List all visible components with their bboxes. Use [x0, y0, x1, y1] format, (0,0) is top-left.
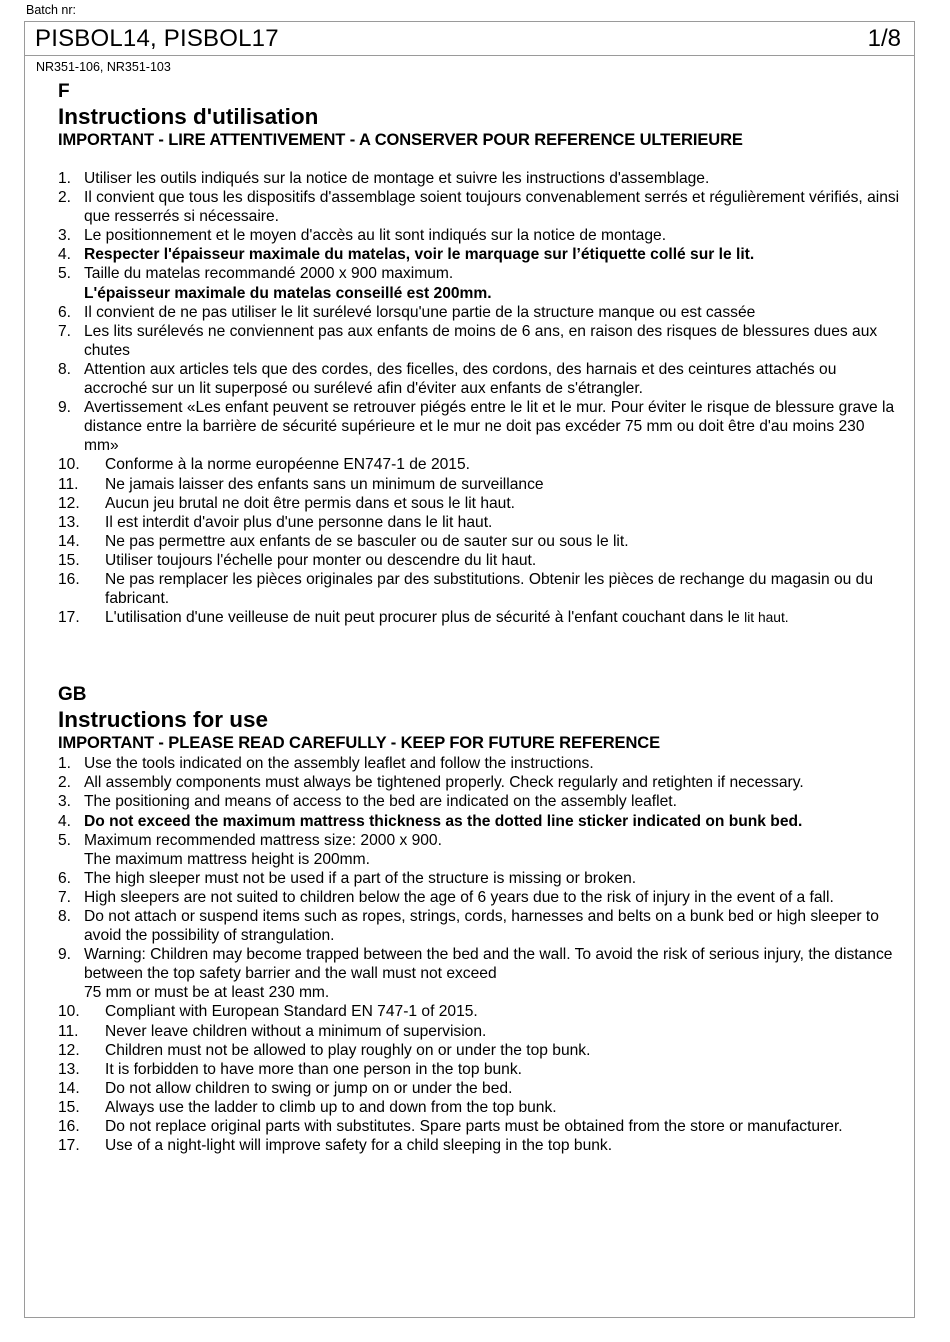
- instruction-item-subline: 75 mm or must be at least 230 mm.: [84, 984, 330, 1002]
- instruction-item-text: Do not allow children to swing or jump on or under the bed.: [105, 1079, 513, 1097]
- instruction-item: [58, 792, 903, 811]
- instruction-item-text: Do not exceed the maximum mattress thickness as the dotted line sticker indicated on bunk bed.: [84, 812, 803, 830]
- instruction-item: [58, 570, 903, 608]
- list-spacer: [58, 151, 903, 169]
- instruction-item-number: 12.: [58, 1041, 80, 1059]
- instruction-item-text: Il convient que tous les dispositifs d'assemblage soient toujours convenablement serrés et régulièrement vérifiés, ainsi que resserrés si nécessaire.: [84, 189, 900, 226]
- instruction-item-text: Warning: Children may become trapped between the bed and the wall. To avoid the risk of serious injury, the distance between the top safety barrier and the wall must not exceed: [84, 946, 893, 983]
- article-reference-codes: NR351-106, NR351-103: [36, 60, 171, 74]
- title-header-box: [24, 21, 915, 56]
- instruction-item-subline: The maximum mattress height is 200mm.: [84, 850, 370, 868]
- instruction-list: [58, 169, 903, 627]
- instruction-item: [58, 188, 903, 226]
- instruction-item-number: 14.: [58, 532, 80, 550]
- instruction-list: [58, 754, 903, 1155]
- instruction-item-number: 3.: [58, 793, 72, 811]
- instruction-item-number: 6.: [58, 869, 72, 887]
- batch-number-label: Batch nr:: [26, 3, 77, 17]
- instruction-item-number: 11.: [58, 1022, 79, 1040]
- instruction-item: [58, 475, 903, 494]
- instruction-item-text: Les lits surélevés ne conviennent pas aux enfants de moins de 6 ans, en raison des risques de blessures dues aux chutes: [84, 322, 878, 359]
- instruction-item-text: Compliant with European Standard EN 747-1 of 2015.: [105, 1003, 478, 1021]
- instruction-item-text-tail: lit haut.: [744, 610, 789, 626]
- instruction-item-text: Ne jamais laisser des enfants sans un minimum de surveillance: [105, 475, 544, 493]
- instruction-item-number: 4.: [58, 812, 72, 830]
- instruction-item: [58, 1079, 903, 1098]
- instruction-item-text: Attention aux articles tels que des cordes, des ficelles, des cordons, des harnais et des ceintures attachés ou accroché sur un lit superposé ou surélevé afin d'éviter aux enfants de s'étrangler.: [84, 360, 837, 398]
- section-title: Instructions d'utilisation: [58, 104, 319, 129]
- instruction-item-text: It is forbidden to have more than one person in the top bunk.: [105, 1060, 522, 1078]
- instruction-item-number: 17.: [58, 609, 80, 627]
- instruction-item-text: The high sleeper must not be used if a part of the structure is missing or broken.: [84, 869, 637, 887]
- instruction-item-text: Respecter l'épaisseur maximale du matelas, voir le marquage sur l’étiquette collé sur le lit.: [84, 246, 755, 264]
- instruction-item-number: 17.: [58, 1137, 80, 1155]
- instruction-item-number: 11.: [58, 475, 79, 493]
- instruction-item-number: 2.: [58, 774, 72, 792]
- instruction-item-number: 7.: [58, 888, 72, 906]
- instruction-item-text: Do not attach or suspend items such as ropes, strings, cords, harnesses and belts on a bunk bed or high sleeper to avoid the possibility of strangulation.: [84, 908, 879, 945]
- instruction-item: [58, 303, 903, 322]
- instruction-item: [58, 773, 903, 792]
- instruction-item: [58, 1136, 903, 1155]
- instruction-item-number: 6.: [58, 303, 72, 321]
- instruction-item-text: Use of a night-light will improve safety for a child sleeping in the top bunk.: [105, 1137, 613, 1155]
- instruction-item: [58, 169, 903, 188]
- instruction-item-number: 5.: [58, 265, 72, 283]
- instruction-item-text: Children must not be allowed to play roughly on or under the top bunk.: [105, 1041, 591, 1059]
- instruction-item-number: 15.: [58, 1098, 80, 1116]
- instruction-item-number: 16.: [58, 1118, 80, 1136]
- instruction-item: [58, 831, 903, 869]
- instruction-item-text: Use the tools indicated on the assembly leaflet and follow the instructions.: [84, 755, 594, 773]
- instruction-item-number: 13.: [58, 513, 80, 531]
- instruction-item-text: L'utilisation d'une veilleuse de nuit peut procurer plus de sécurité à l'enfant couchant dans le lit haut.: [105, 609, 789, 627]
- instruction-item-text: All assembly components must always be tightened properly. Check regularly and retighten if necessary.: [84, 774, 804, 792]
- instruction-item-text: Il est interdit d'avoir plus d'une personne dans le lit haut.: [105, 513, 493, 531]
- instruction-item-number: 16.: [58, 570, 80, 588]
- language-code-f: F: [58, 81, 70, 102]
- instructions-body: [58, 80, 903, 1155]
- instruction-item-number: 3.: [58, 227, 72, 245]
- instruction-item: [58, 322, 903, 360]
- instruction-item-text: Ne pas permettre aux enfants de se basculer ou de sauter sur ou sous le lit.: [105, 532, 629, 550]
- instruction-item: [58, 398, 903, 455]
- instruction-item-number: 9.: [58, 399, 72, 417]
- instruction-item: [58, 888, 903, 907]
- important-notice: IMPORTANT - LIRE ATTENTIVEMENT - A CONSERVER POUR REFERENCE ULTERIEURE: [58, 131, 743, 149]
- instruction-item: [58, 1022, 903, 1041]
- instruction-item: [58, 551, 903, 570]
- instruction-item-text: High sleepers are not suited to children below the age of 6 years due to the risk of injury in the event of a fall.: [84, 888, 834, 906]
- instruction-item-text: Maximum recommended mattress size: 2000 x 900.: [84, 831, 442, 849]
- instruction-item-text: The positioning and means of access to the bed are indicated on the assembly leaflet.: [84, 793, 677, 811]
- instruction-item: [58, 945, 903, 1002]
- instruction-item-text: Ne pas remplacer les pièces originales par des substitutions. Obtenir les pièces de rechange du magasin ou du fabricant.: [105, 570, 873, 608]
- instruction-item: [58, 245, 903, 264]
- page-number: 1/8: [867, 25, 901, 52]
- instruction-item: [58, 455, 903, 474]
- instruction-item: [58, 608, 903, 627]
- instruction-item-text: Utiliser les outils indiqués sur la notice de montage et suivre les instructions d'assemblage.: [84, 170, 710, 187]
- instruction-item: [58, 494, 903, 513]
- product-model-codes: PISBOL14, PISBOL17: [35, 25, 279, 52]
- instruction-item-number: 15.: [58, 551, 80, 569]
- instruction-item-number: 9.: [58, 946, 72, 964]
- instruction-item-text: Il convient de ne pas utiliser le lit surélevé lorsqu'une partie de la structure manque ou est cassée: [84, 303, 756, 321]
- important-notice: IMPORTANT - PLEASE READ CAREFULLY - KEEP FOR FUTURE REFERENCE: [58, 734, 660, 753]
- instruction-item-subline: L'épaisseur maximale du matelas conseillé est 200mm.: [84, 284, 492, 302]
- instruction-item-number: 1.: [58, 170, 72, 187]
- instruction-item-text: Never leave children without a minimum of supervision.: [105, 1022, 487, 1040]
- instruction-item: [58, 1098, 903, 1117]
- instruction-item: [58, 1041, 903, 1060]
- instruction-item: [58, 513, 903, 532]
- instruction-item: [58, 264, 903, 302]
- instruction-item-text: Aucun jeu brutal ne doit être permis dans et sous le lit haut.: [105, 494, 516, 512]
- section-spacer: [58, 627, 903, 683]
- instruction-item: [58, 532, 903, 551]
- instruction-item-text: Conforme à la norme européenne EN747-1 de 2015.: [105, 456, 470, 474]
- instruction-item: [58, 869, 903, 888]
- instruction-item-text: Taille du matelas recommandé 2000 x 900 maximum.: [84, 265, 454, 283]
- instruction-item-text: Le positionnement et le moyen d'accès au lit sont indiqués sur la notice de montage.: [84, 227, 667, 245]
- instruction-item: [58, 1002, 903, 1021]
- instruction-item-number: 8.: [58, 360, 72, 378]
- instruction-item-number: 2.: [58, 189, 72, 207]
- instruction-item-text: Do not replace original parts with substitutes. Spare parts must be obtained from the store or manufacturer.: [105, 1118, 843, 1136]
- instruction-item-number: 1.: [58, 755, 72, 773]
- instruction-item-number: 14.: [58, 1079, 80, 1097]
- instruction-item: [58, 754, 903, 773]
- instruction-item-number: 10.: [58, 1003, 80, 1021]
- instruction-item-number: 13.: [58, 1060, 80, 1078]
- instruction-item-number: 8.: [58, 908, 72, 925]
- instruction-item-number: 7.: [58, 322, 72, 340]
- instruction-item-number: 12.: [58, 494, 80, 512]
- instruction-item: [58, 1117, 903, 1136]
- instruction-item: [58, 907, 903, 945]
- instruction-item: [58, 226, 903, 245]
- instruction-item-number: 10.: [58, 456, 80, 474]
- instruction-item: [58, 812, 903, 831]
- instruction-item: [58, 1060, 903, 1079]
- instruction-item-number: 4.: [58, 246, 72, 264]
- language-code-gb: GB: [58, 684, 87, 706]
- instruction-item-text: Utiliser toujours l'échelle pour monter ou descendre du lit haut.: [105, 551, 537, 569]
- instruction-item-text: Avertissement «Les enfant peuvent se retrouver piégés entre le lit et le mur. Pour éviter le risque de blessure grave la distance entre la barrière de sécurité supérieure et le mur ne doit pas excéder 75 mm ou doit être d'au moins 230 mm»: [84, 399, 895, 455]
- instruction-item-number: 5.: [58, 831, 72, 849]
- section-title: Instructions for use: [58, 707, 269, 733]
- instruction-item: [58, 360, 903, 398]
- instruction-item-text: Always use the ladder to climb up to and down from the top bunk.: [105, 1098, 557, 1116]
